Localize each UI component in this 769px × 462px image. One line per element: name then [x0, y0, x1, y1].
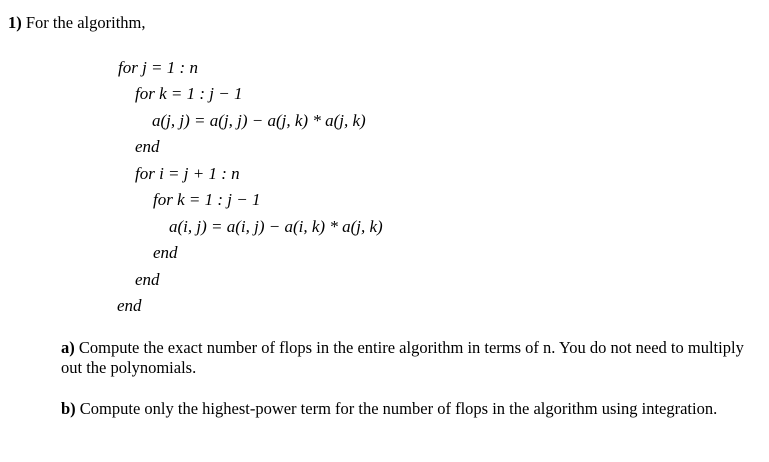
code-line-inner-for-k: for k = 1 : j − 1	[135, 84, 243, 103]
code-line-for-i: for i = j + 1 : n	[135, 164, 240, 183]
code-line-nested-for-k: for k = 1 : j − 1	[153, 190, 261, 209]
code-line-end-nested-for-k: end	[153, 243, 178, 262]
part-b-text: Compute only the highest-power term for the number of flops in the algorithm using integration.	[79, 399, 718, 418]
code-line-diagonal-update: a(j, j) = a(j, j) − a(j, k) * a(j, k)	[152, 111, 366, 130]
part-a	[61, 338, 761, 378]
part-a-label: a)	[61, 338, 75, 357]
question-title	[8, 13, 145, 33]
code-line-end-for-j: end	[117, 296, 142, 315]
part-b-label: b)	[61, 399, 76, 418]
code-line-end-for-i: end	[135, 270, 160, 289]
part-b	[61, 399, 761, 419]
code-line-end-for-k: end	[135, 137, 160, 156]
code-line-offdiagonal-update: a(i, j) = a(i, j) − a(i, k) * a(j, k)	[169, 217, 383, 236]
code-line-outer-for-j: for j = 1 : n	[118, 58, 198, 77]
question-intro: For the algorithm,	[25, 13, 146, 32]
part-a-text: Compute the exact number of flops in the entire algorithm in terms of n. You do not need to multiply out the polynomials.	[61, 338, 744, 377]
question-number: 1)	[8, 13, 22, 32]
